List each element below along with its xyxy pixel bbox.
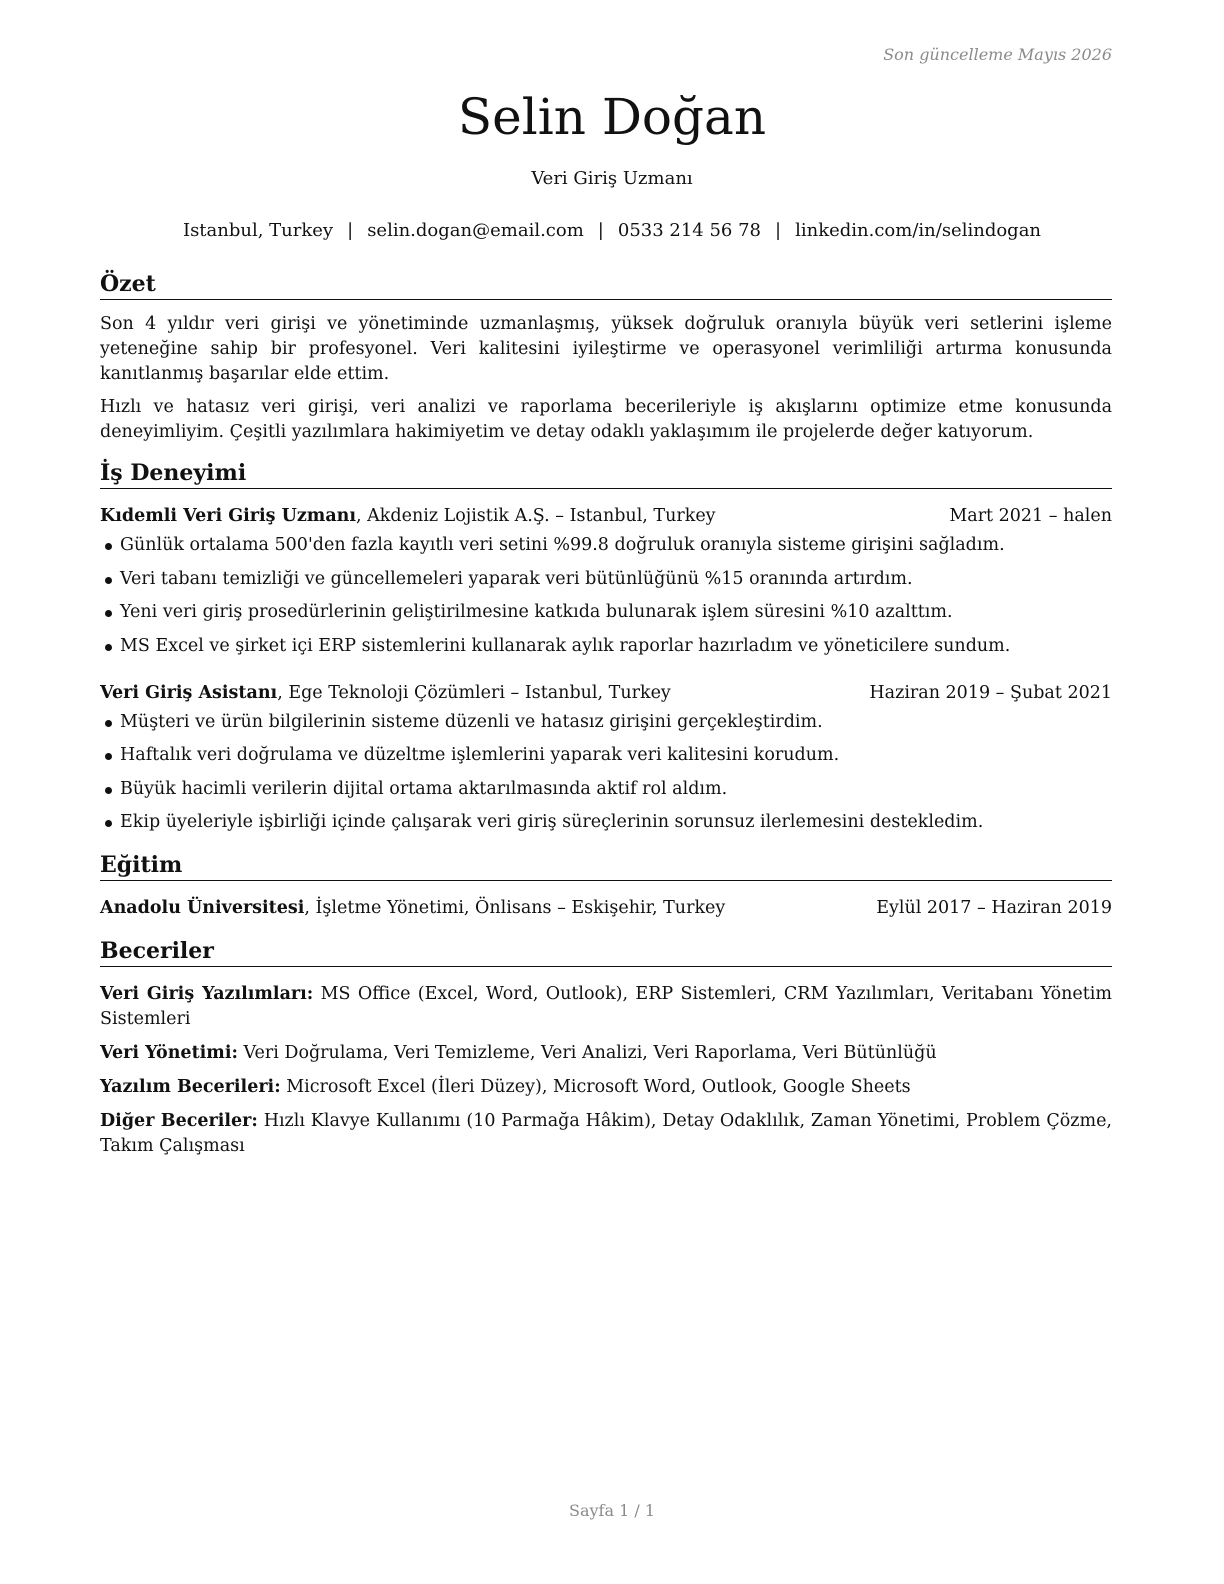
experience-section [100, 459, 1112, 835]
skill-value: Veri Doğrulama, Veri Temizleme, Veri Analizi, Veri Raporlama, Veri Bütünlüğü [237, 1043, 937, 1063]
skill-value: MS Office (Excel, Word, Outlook), ERP Sistemleri, CRM Yazılımları, Veritabanı Yönetim Sistemleri [100, 984, 1112, 1029]
job-bullet: Büyük hacimli verilerin dijital ortama aktarılmasında aktif rol aldım. [100, 777, 1112, 802]
candidate-name: Selin Doğan [457, 88, 767, 146]
summary-paragraph: Hızlı ve hatasız veri girişi, veri analizi ve raporlama becerileriyle iş akışlarını optimize etme konusunda deneyimliyim. Çeşitli yazılımlara hakimiyetim ve detay odaklı yaklaşımım ile projelerde değer katıyorum. [100, 397, 1112, 442]
contact-phone: 0533 214 56 78 [617, 220, 762, 241]
skill-row [100, 1109, 1112, 1159]
contact-separator: | [347, 220, 354, 241]
candidate-title: Veri Giriş Uzmanı [531, 168, 693, 189]
job-dates: Haziran 2019 – Şubat 2021 [869, 682, 1112, 703]
skill-label: Diğer Beceriler: [100, 1111, 258, 1131]
job-bullet: Veri tabanı temizliği ve güncellemeleri yaparak veri bütünlüğünü %15 oranında artırdım. [100, 567, 1112, 592]
job-entry [100, 681, 1112, 836]
job-header [100, 681, 1112, 706]
section-heading-skills: Beceriler [100, 937, 1112, 967]
job-org: , Akdeniz Lojistik A.Ş. – Istanbul, Turkey [356, 506, 716, 526]
last-updated: Son güncelleme Mayıs 2026 [883, 45, 1112, 64]
job-bullet: Yeni veri giriş prosedürlerinin geliştirilmesine katkıda bulunarak işlem süresini %10 azalttım. [100, 600, 1112, 625]
education-dates: Eylül 2017 – Haziran 2019 [876, 898, 1112, 918]
skill-label: Veri Yönetimi: [100, 1043, 238, 1063]
job-role: Kıdemli Veri Giriş Uzmanı [100, 506, 357, 526]
skill-row [100, 982, 1112, 1032]
education-section [100, 851, 1112, 921]
section-heading-experience: İş Deneyimi [100, 459, 1112, 489]
skill-label: Veri Giriş Yazılımları: [100, 984, 314, 1004]
skill-row [100, 1041, 1112, 1066]
job-dates: Mart 2021 – halen [949, 506, 1112, 526]
skill-label: Yazılım Becerileri: [100, 1077, 281, 1097]
section-heading-summary: Özet [100, 270, 1112, 300]
education-school: Anadolu Üniversitesi [100, 898, 305, 918]
contact-location: Istanbul, Turkey [182, 220, 334, 241]
summary-paragraph: Son 4 yıldır veri girişi ve yönetiminde uzmanlaşmış, yüksek doğruluk oranıyla büyük veri setlerini işleme yeteneğine sahip bir profesyonel. Veri kalitesini iyileştirme ve operasyonel verimliliği artırma konusunda kanıtlanmış başarılar elde ettim. [100, 314, 1112, 384]
job-role: Veri Giriş Asistanı [100, 682, 278, 703]
contact-linkedin[interactable]: linkedin.com/in/selindogan [795, 220, 1042, 241]
job-bullet: Haftalık veri doğrulama ve düzeltme işlemlerini yaparak veri kalitesini korudum. [100, 743, 1112, 768]
contact-separator: | [597, 220, 604, 241]
job-bullets [100, 533, 1112, 659]
job-bullet: Günlük ortalama 500'den fazla kayıtlı veri setini %99.8 doğruluk oranıyla sisteme girişini sağladım. [100, 533, 1112, 558]
skill-row [100, 1075, 1112, 1100]
job-bullet: Müşteri ve ürün bilgilerinin sisteme düzenli ve hatasız girişini gerçekleştirdim. [100, 710, 1112, 735]
summary-section [100, 270, 1112, 445]
skill-value: Hızlı Klavye Kullanımı (10 Parmağa Hâkim), Detay Odaklılık, Zaman Yönetimi, Problem Çözme, Takım Çalışması [100, 1111, 1112, 1156]
contact-line [0, 219, 1224, 243]
section-heading-education: Eğitim [100, 851, 1112, 881]
education-entry [100, 896, 1112, 921]
job-bullet: Ekip üyeleriyle işbirliği içinde çalışarak veri giriş süreçlerinin sorunsuz ilerlemesini destekledim. [100, 810, 1112, 835]
resume-content [100, 270, 1112, 1168]
job-entry [100, 504, 1112, 659]
skill-value: Microsoft Excel (İleri Düzey), Microsoft Word, Outlook, Google Sheets [280, 1077, 911, 1097]
job-bullets [100, 710, 1112, 836]
contact-separator: | [775, 220, 782, 241]
job-header [100, 504, 1112, 529]
page-number: Sayfa 1 / 1 [568, 1501, 655, 1520]
skills-section [100, 937, 1112, 1159]
contact-email[interactable]: selin.dogan@email.com [367, 220, 584, 241]
job-bullet: MS Excel ve şirket içi ERP sistemlerini kullanarak aylık raporlar hazırladım ve yöneticilere sundum. [100, 634, 1112, 659]
job-org: , Ege Teknoloji Çözümleri – Istanbul, Turkey [277, 682, 671, 703]
education-detail: , İşletme Yönetimi, Önlisans – Eskişehir, Turkey [304, 898, 726, 918]
